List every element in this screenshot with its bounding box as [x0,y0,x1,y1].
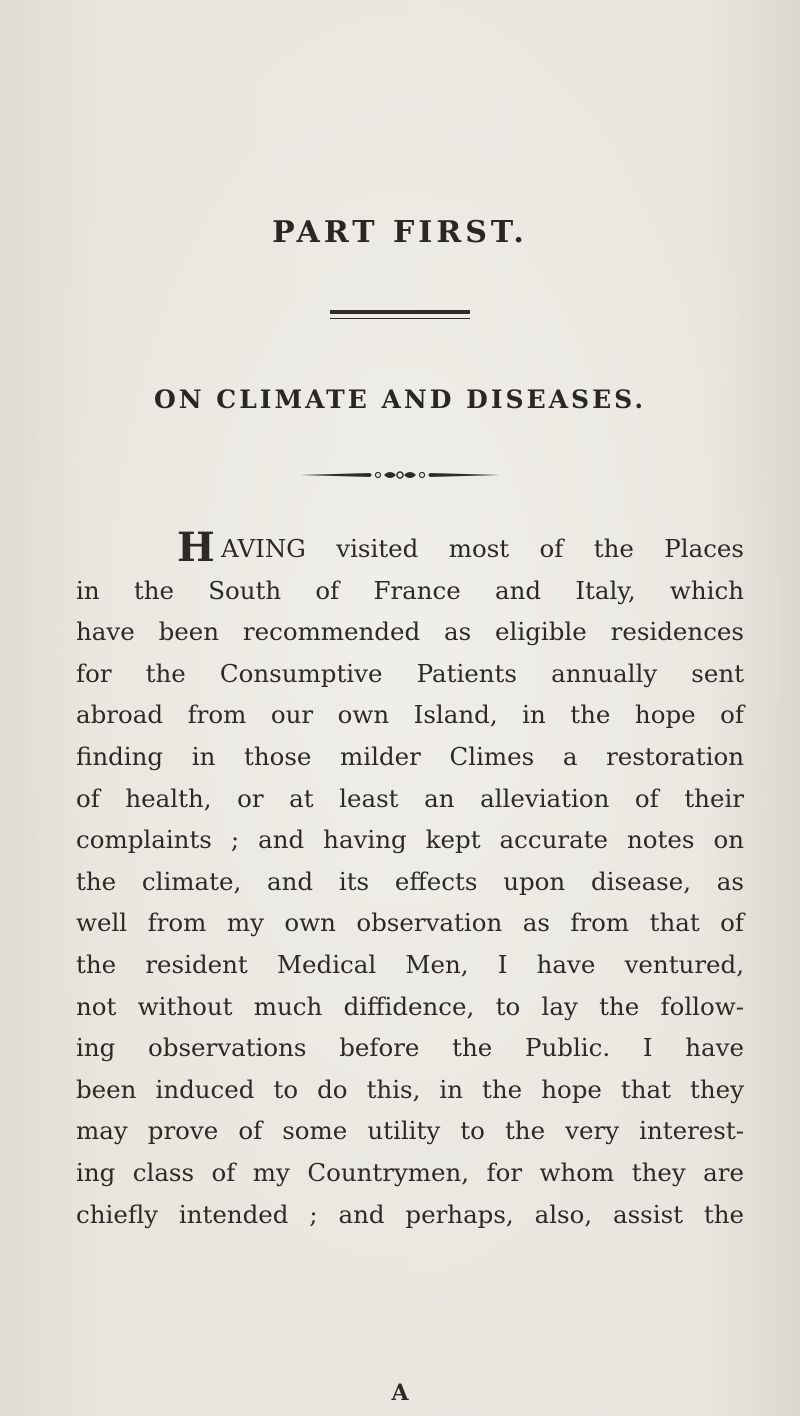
section-title: ON CLIMATE AND DISEASES. [153,385,647,414]
text-line: AVING visited most of the Places [221,534,744,563]
text-line: abroad from our own Island, in the hope of [76,700,744,730]
text-line: well from my own observation as from that of [76,908,744,938]
title-rule-thick [330,310,470,314]
text-line: chiefly intended ; and perhaps, also, assist the [76,1199,744,1229]
signature-mark: A [391,1380,409,1406]
text-line: ing observations before the Public. I have [76,1033,744,1063]
part-title: PART FIRST. [272,215,528,250]
drop-cap: H [177,524,215,571]
text-line: the resident Medical Men, I have ventured, [76,949,744,979]
body-paragraph [76,524,744,1235]
ornamental-divider-icon [300,468,500,482]
text-line: ing class of my Countrymen, for whom they are [76,1157,744,1187]
text-line: have been recommended as eligible residences [76,617,744,647]
text-line: in the South of France and Italy, which [76,575,744,605]
text-line: may prove of some utility to the very interest- [76,1116,744,1146]
text-line: the climate, and its effects upon disease, as [76,866,744,896]
text-line: complaints ; and having kept accurate notes on [76,825,744,855]
text-line: finding in those milder Climes a restoration [76,741,744,771]
text-line: not without much diffidence, to lay the follow- [76,991,744,1021]
text-line: of health, or at least an alleviation of their [76,783,744,813]
text-line: for the Consumptive Patients annually sent [76,658,744,688]
title-rule-thin [330,318,470,319]
text-line: been induced to do this, in the hope that they [76,1074,744,1104]
